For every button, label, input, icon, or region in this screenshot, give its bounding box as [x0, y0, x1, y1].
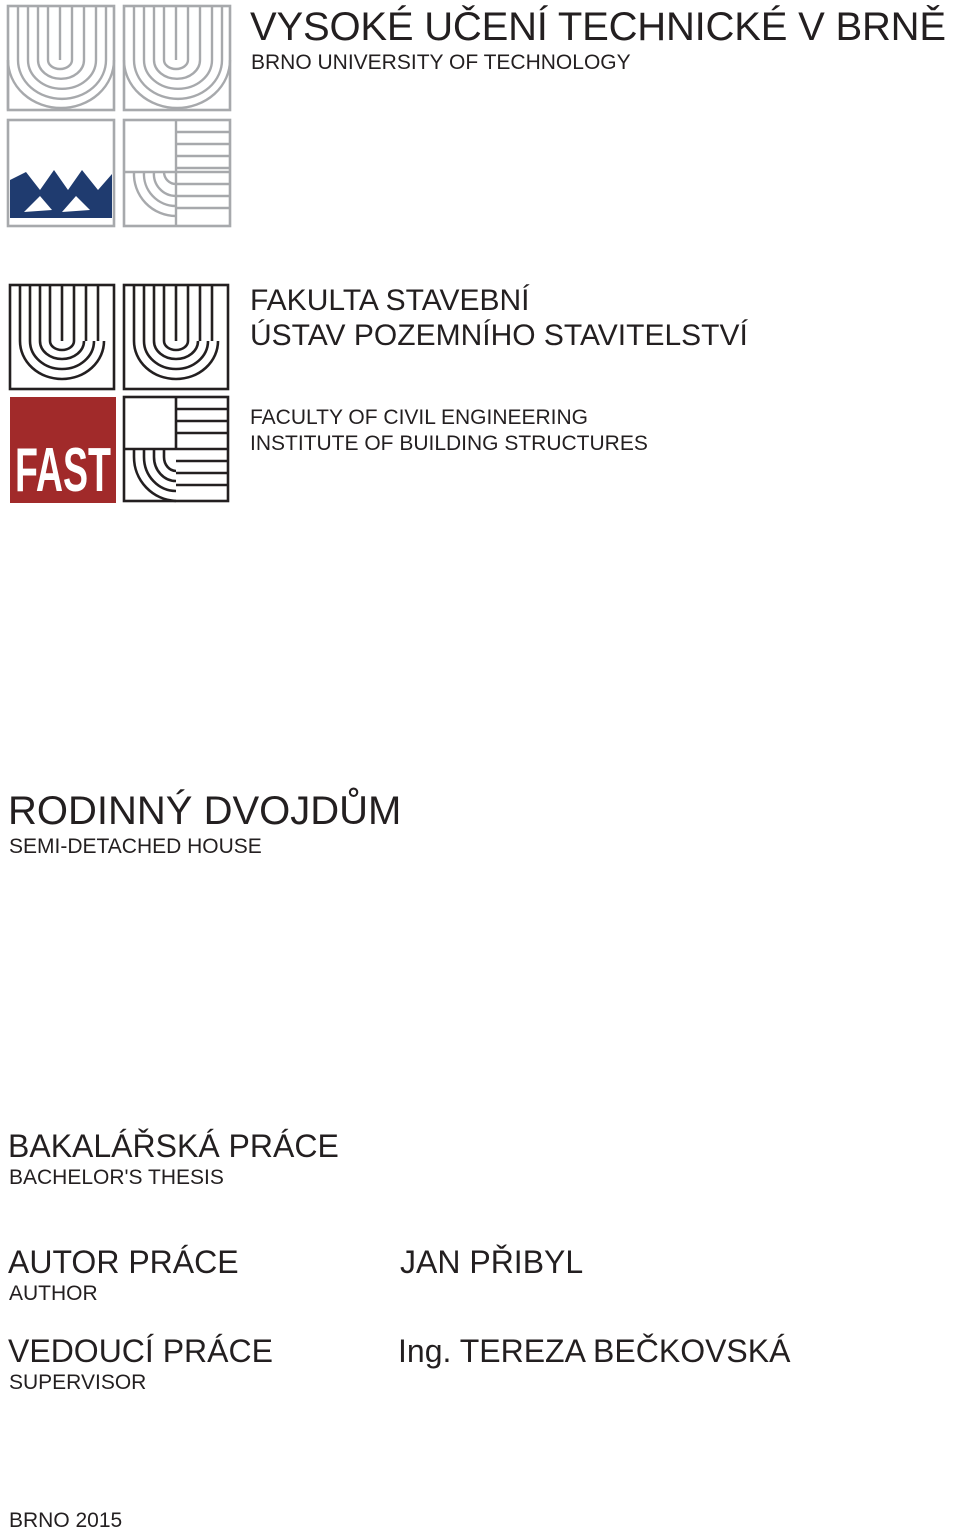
thesis-type-cz: BAKALÁŘSKÁ PRÁCE	[8, 1128, 339, 1164]
supervisor-name: Ing. TEREZA BEČKOVSKÁ	[398, 1333, 791, 1369]
thesis-title-cz: RODINNÝ DVOJDŮM	[8, 789, 402, 833]
svg-text:FAST: FAST	[15, 436, 112, 505]
author-label-cz: AUTOR PRÁCE	[8, 1244, 239, 1280]
fast-logo	[8, 283, 230, 505]
university-name-en: BRNO UNIVERSITY OF TECHNOLOGY	[251, 51, 631, 74]
faculty-name-cz: FAKULTA STAVEBNÍ	[250, 284, 530, 317]
author-label-en: AUTHOR	[9, 1282, 98, 1305]
author-name: JAN PŘIBYL	[400, 1244, 584, 1280]
supervisor-label-en: SUPERVISOR	[9, 1371, 147, 1394]
faculty-name-en: FACULTY OF CIVIL ENGINEERING	[250, 406, 589, 429]
thesis-title-en: SEMI-DETACHED HOUSE	[9, 835, 262, 858]
place-year: BRNO 2015	[9, 1509, 123, 1532]
institute-name-cz: ÚSTAV POZEMNÍHO STAVITELSTVÍ	[250, 319, 748, 352]
institute-name-en: INSTITUTE OF BUILDING STRUCTURES	[250, 432, 648, 455]
university-name-cz: VYSOKÉ UČENÍ TECHNICKÉ V BRNĚ	[250, 5, 946, 49]
supervisor-label-cz: VEDOUCÍ PRÁCE	[8, 1333, 273, 1369]
thesis-type-en: BACHELOR'S THESIS	[9, 1166, 224, 1189]
vut-logo	[6, 4, 232, 228]
